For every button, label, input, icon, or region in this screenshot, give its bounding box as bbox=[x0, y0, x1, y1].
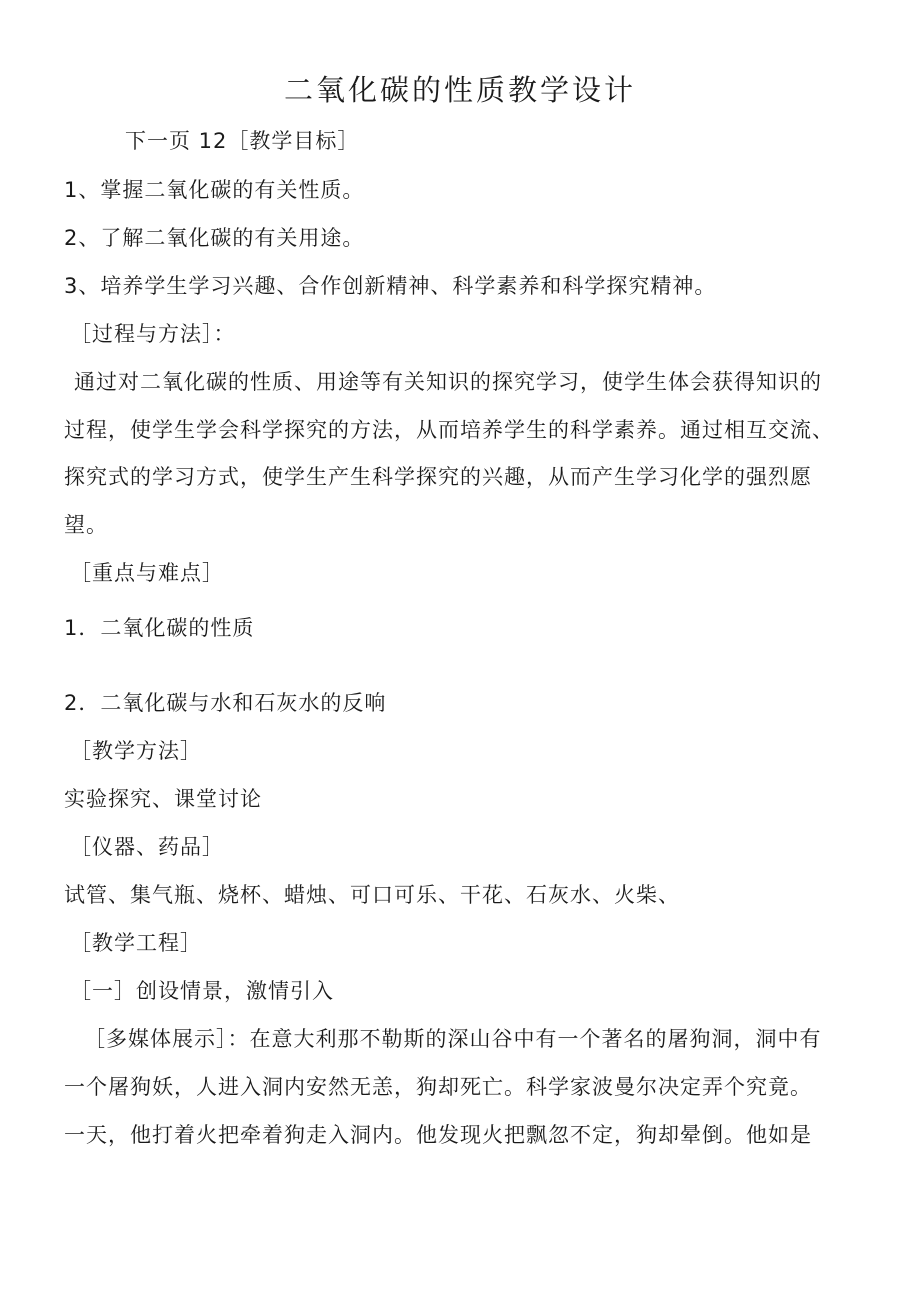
objective-2: 2、了解二氧化碳的有关用途。 bbox=[64, 226, 365, 250]
paragraph-line: 通过对二氧化碳的性质、用途等有关知识的探究学习，使学生体会获得知识的 bbox=[74, 370, 822, 394]
teaching-method-heading: ［教学方法］ bbox=[70, 739, 202, 763]
document-title: 二氧化碳的性质教学设计 bbox=[283, 73, 636, 107]
paragraph-line: 望。 bbox=[64, 513, 108, 537]
key-point-2: 2．二氧化碳与水和石灰水的反响 bbox=[64, 691, 387, 715]
objective-1: 1、掌握二氧化碳的有关性质。 bbox=[64, 178, 365, 202]
paragraph-line: 一天，他打着火把牵着狗走入洞内。他发现火把飘忽不定，狗却晕倒。他如是 bbox=[64, 1123, 812, 1147]
teaching-method-text: 实验探究、课堂讨论 bbox=[64, 787, 262, 811]
process-method-heading: ［过程与方法］： bbox=[70, 322, 236, 346]
key-point-1: 1．二氧化碳的性质 bbox=[64, 616, 255, 640]
paragraph-line: 一个屠狗妖，人进入洞内安然无恙，狗却死亡。科学家波曼尔决定弄个究竟。 bbox=[64, 1075, 812, 1099]
objective-3: 3、培养学生学习兴趣、合作创新精神、科学素养和科学探究精神。 bbox=[64, 274, 717, 298]
paragraph-line: ［多媒体展示］：在意大利那不勒斯的深山谷中有一个著名的屠狗洞，洞中有 bbox=[84, 1027, 822, 1051]
equipment-list: 试管、集气瓶、烧杯、蜡烛、可口可乐、干花、石灰水、火柴、 bbox=[64, 883, 680, 907]
teaching-process-heading: ［教学工程］ bbox=[70, 931, 202, 955]
key-points-heading: ［重点与难点］ bbox=[70, 561, 224, 585]
step-1-heading: ［一］创设情景，激情引入 bbox=[70, 979, 334, 1003]
objectives-heading: 下一页 12［教学目标］ bbox=[125, 129, 360, 153]
paragraph-line: 探究式的学习方式，使学生产生科学探究的兴趣，从而产生学习化学的强烈愿 bbox=[64, 465, 812, 489]
paragraph-line: 过程，使学生学会科学探究的方法，从而培养学生的科学素养。通过相互交流、 bbox=[64, 418, 834, 442]
equipment-heading: ［仪器、药品］ bbox=[70, 835, 224, 859]
